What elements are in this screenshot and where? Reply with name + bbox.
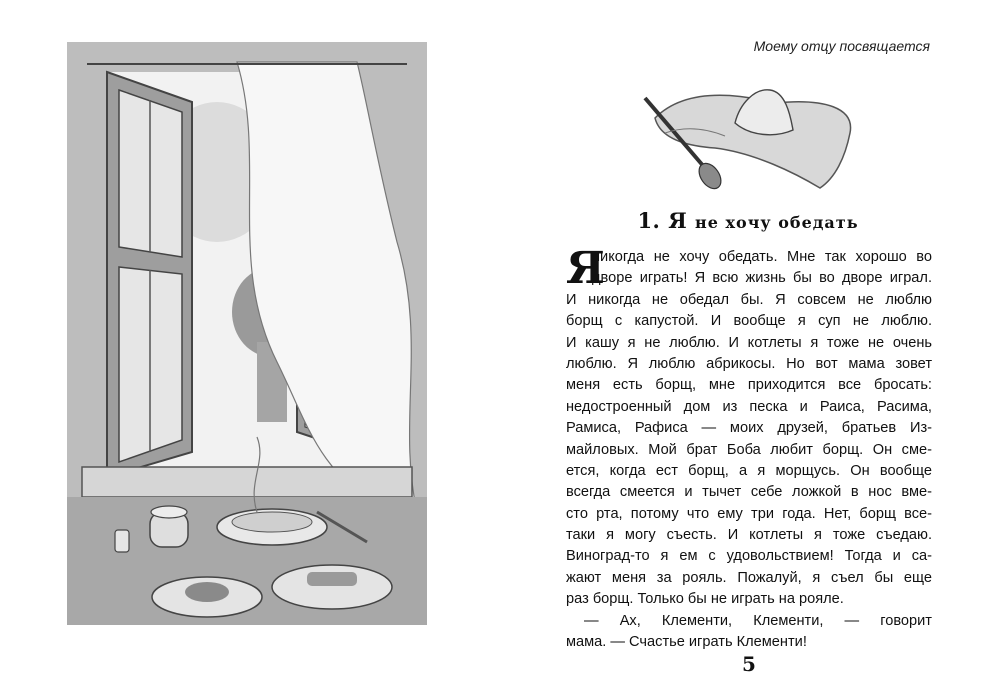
text-line: всегда смеется и тычет себе ложкой в нос вме- [566, 484, 932, 501]
window-illustration [67, 42, 427, 625]
body-text [566, 243, 932, 653]
text-line: майловых. Мой брат Боба любит борщ. Он сме- [566, 441, 932, 458]
text-line: Рамиса, Рафиса — моих друзей, братьев Из- [566, 420, 932, 437]
dialogue-line: — Ах, Клементи, Клементи, — говорит [584, 612, 932, 629]
text-line: никогда не хочу обедать. Мне так хорошо во [592, 249, 932, 265]
text-line: таки я могу съесть. И котлеты я тоже съедаю. [566, 527, 932, 544]
chapter-title-first: Я [668, 208, 688, 233]
text-line: И кашу я не люблю. И котлеты я тоже не очень [566, 334, 932, 351]
text-line: раз борщ. Только бы не играть на рояле. [566, 591, 844, 608]
pot-and-spoon-vignette-icon [625, 78, 860, 193]
dedication: Моему отцу посвящается [753, 38, 930, 54]
text-line: Виноград-то я ем с удовольствием! Тогда и са- [566, 548, 932, 565]
text-line: недостроенный дом из песка и Раиса, Расима, [566, 398, 932, 415]
chapter-title [560, 208, 936, 233]
text-line: ется, когда ест борщ, а я морщусь. Он вообще [566, 462, 932, 479]
drop-cap: Я [566, 243, 605, 294]
text-line: сто рта, потому что ему три года. Нет, борщ все- [566, 505, 932, 522]
dialogue-line: мама. — Счастье играть Клементи! [566, 634, 807, 651]
chapter-title-rest: не хочу обедать [695, 213, 859, 232]
text-line: борщ с капустой. И вообще я суп не люблю. [566, 313, 932, 330]
text-line: жают меня за рояль. Пожалуй, я съел бы еще [566, 569, 932, 586]
text-line: И никогда не обедал бы. Я совсем не люблю [566, 291, 932, 308]
text-line: люблю. Я люблю абрикосы. Но вот мама зовет [566, 355, 932, 372]
page-number: 5 [742, 652, 756, 676]
text-line: дворе играть! Я всю жизнь бы во дворе играл. [592, 270, 932, 287]
text-line: меня есть борщ, мне приходится все бросать: [566, 377, 932, 394]
chapter-number: 1. [637, 208, 661, 233]
